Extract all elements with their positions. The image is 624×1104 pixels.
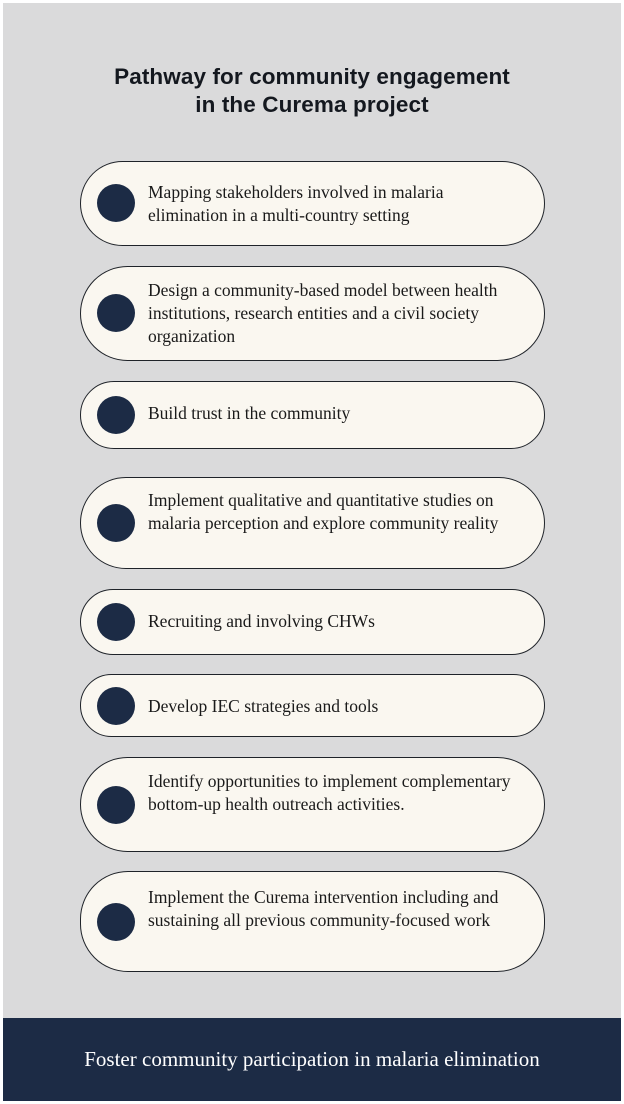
step-8 <box>80 871 545 972</box>
step-2 <box>80 266 545 361</box>
step-bullet-icon <box>97 294 135 332</box>
step-6 <box>80 674 545 737</box>
step-text: Develop IEC strategies and tools <box>148 696 379 716</box>
footer-text: Foster community participation in malaria elimination <box>84 1047 540 1071</box>
step-bullet-icon <box>97 504 135 542</box>
step-bullet-icon <box>97 184 135 222</box>
step-4 <box>80 477 545 569</box>
title-line-2: in the Curema project <box>195 92 429 117</box>
step-text: Implement qualitative and quantitative studies on malaria perception and explore community reality <box>148 490 499 533</box>
step-text: Design a community-based model between health institutions, research entities and a civil society organization <box>148 280 498 346</box>
step-1 <box>80 161 545 246</box>
step-text: Identify opportunities to implement complementary bottom-up health outreach activities. <box>148 771 511 814</box>
step-5 <box>80 589 545 655</box>
step-bullet-icon <box>97 903 135 941</box>
step-bullet-icon <box>97 786 135 824</box>
step-text: Implement the Curema intervention including and sustaining all previous community-focused work <box>148 887 499 930</box>
step-7 <box>80 757 545 852</box>
footer-banner <box>3 1018 621 1101</box>
title-line-1: Pathway for community engagement <box>114 64 510 89</box>
step-text: Recruiting and involving CHWs <box>148 611 375 631</box>
diagram-title <box>0 63 624 119</box>
step-text: Mapping stakeholders involved in malaria elimination in a multi-country setting <box>148 182 444 225</box>
step-bullet-icon <box>97 603 135 641</box>
step-text: Build trust in the community <box>148 403 351 423</box>
step-bullet-icon <box>97 396 135 434</box>
step-bullet-icon <box>97 687 135 725</box>
step-3 <box>80 381 545 449</box>
